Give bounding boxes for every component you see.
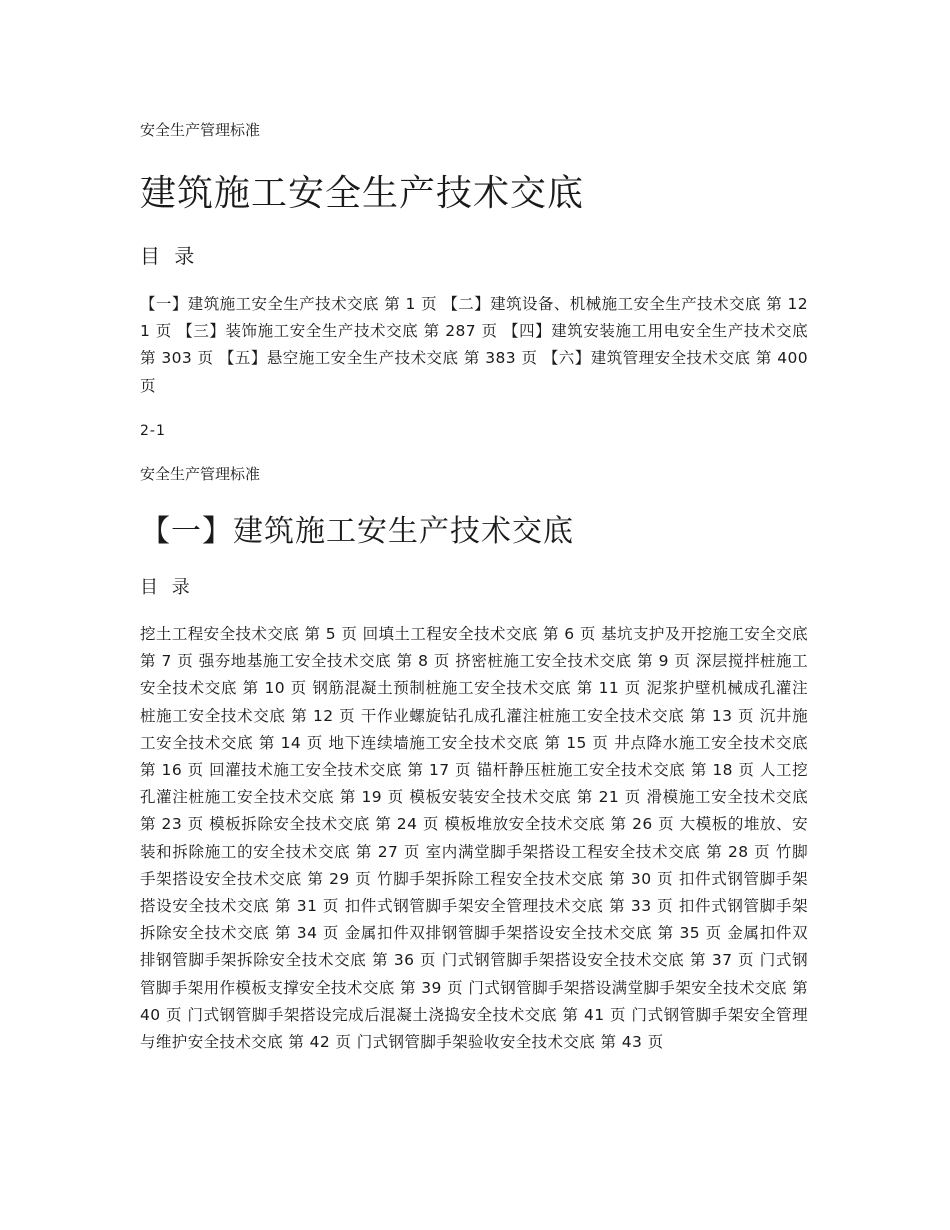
section1-toc-heading: 目 录 (140, 244, 199, 268)
section2-toc-text: 挖土工程安全技术交底 第 5 页 回填土工程安全技术交底 第 6 页 基坑支护及开挖施工安全交底 第 7 页 强夯地基施工安全技术交底 第 8 页 挤密桩施工安全技术交底 第 9 页 深层搅拌桩施工安全技术交底 第 10 页 钢筋混凝土预制桩施工安全技术交底 第 11 页 泥浆护壁机械成孔灌注桩施工安全技术交底 第 12 页 干作业螺旋钻孔成孔灌注桩施工安全技术交底 第 13 页 沉井施工安全技术交底 第 14 页 地下连续墙施工安全技术交底 第 15 页 井点降水施工安全技术交底 第 16 页 回灌技术施工安全技术交底 第 17 页 锚杆静压桩施工安全技术交底 第 18 页 人工挖孔灌注桩施工安全技术交底 第 19 页 模板安装安全技术交底 第 21 页 滑模施工安全技术交底 第 23 页 模板拆除安全技术交底 第 24 页 模板堆放安全技术交底 第 26 页 大模板的堆放、安装和拆除施工的安全技术交底 第 27 页 室内满堂脚手架搭设工程安全技术交底 第 28 页 竹脚手架搭设安全技术交底 第 29 页 竹脚手架拆除工程安全技术交底 第 30 页 扣件式钢管脚手架搭设安全技术交底 第 31 页 扣件式钢管脚手架安全管理技术交底 第 33 页 扣件式钢管脚手架拆除安全技术交底 第 34 页 金属扣件双排钢管脚手架搭设安全技术交底 第 35 页 金属扣件双排钢管脚手架拆除安全技术交底 第 36 页 门式钢管脚手架搭设安全技术交底 第 37 页 门式钢管脚手架用作模板支撑安全技术交底 第 39 页 门式钢管脚手架搭设满堂脚手架安全技术交底 第 40 页 门式钢管脚手架搭设完成后混凝土浇捣安全技术交底 第 41 页 门式钢管脚手架安全管理与维护安全技术交底 第 42 页 门式钢管脚手架验收安全技术交底 第 43 页 (140, 625, 808, 1052)
section1-toc-text: 【一】建筑施工安全生产技术交底 第 1 页 【二】建筑设备、机械施工安全生产技术交底 第 121 页 【三】装饰施工安全生产技术交底 第 287 页 【四】建筑安装施工用电安全生产技术交底 第 303 页 【五】悬空施工安全生产技术交底 第 383 页 【六】建筑管理安全技术交底 第 400 页 (140, 295, 808, 395)
section2-header: 安全生产管理标准 (140, 465, 261, 483)
section2-title: 【一】建筑施工安生产技术交底 (140, 514, 574, 549)
page-number: 2-1 (140, 423, 166, 439)
section1-title: 建筑施工安全生产技术交底 (140, 173, 585, 214)
section1-header: 安全生产管理标准 (140, 121, 261, 139)
section2-toc-heading: 目 录 (140, 577, 194, 598)
